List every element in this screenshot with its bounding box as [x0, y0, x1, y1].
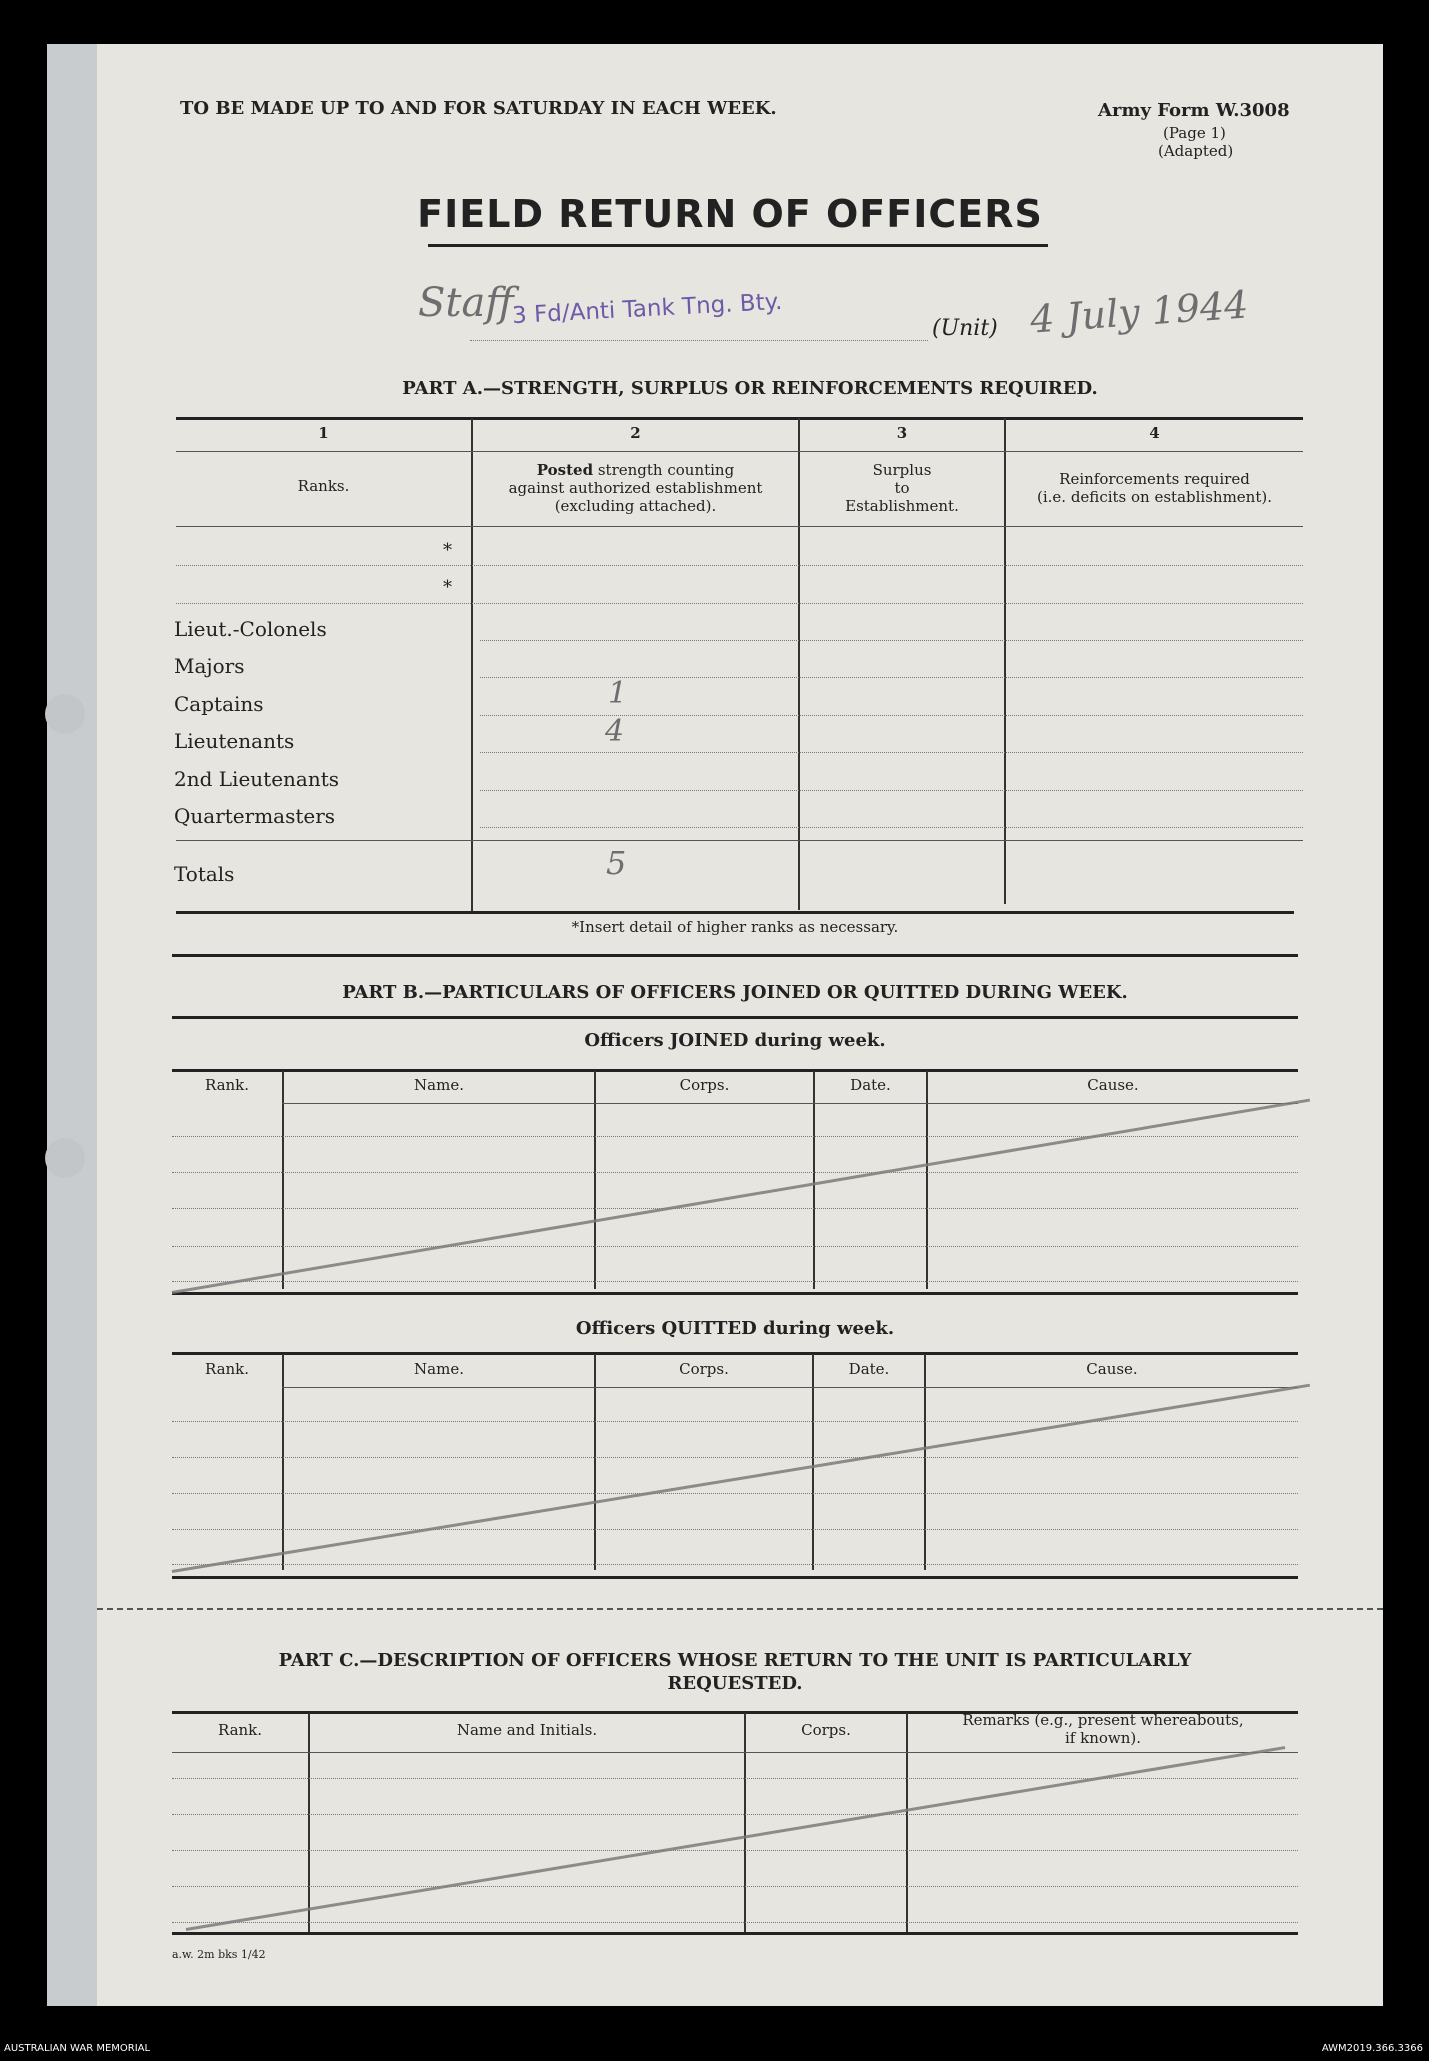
quitted-row-line [172, 1529, 1298, 1530]
perforation-line [97, 1608, 1383, 1610]
instruction-text: TO BE MADE UP TO AND FOR SATURDAY IN EACH WEEK. [180, 98, 777, 119]
col-header-posted-bold: Posted [536, 461, 594, 479]
part-a-top-rule [176, 417, 1303, 420]
row-line [176, 565, 1303, 566]
left-margin-strip [47, 44, 97, 2006]
col-number-4: 4 [1149, 424, 1160, 442]
asterisk-row-1: * [443, 540, 452, 561]
part-c-row-line [172, 1850, 1298, 1851]
footer-left: AUSTRALIAN WAR MEMORIAL [4, 2043, 151, 2054]
lieutenants-value: 4 [605, 714, 625, 749]
part-c-bottom-rule [172, 1932, 1298, 1935]
part-c-col-corps: Corps. [801, 1721, 851, 1739]
rank-captains: Captains [174, 692, 264, 716]
col-header-reinforcements-line2: (i.e. deficits on establishment). [1037, 488, 1272, 506]
col-header-reinforcements [1006, 470, 1303, 506]
unit-stamp: 3 Fd/Anti Tank Tng. Bty. [511, 288, 783, 330]
col-header-reinforcements-line1: Reinforcements required [1059, 470, 1250, 488]
joined-bottom-rule [172, 1292, 1298, 1295]
quitted-row-line [172, 1564, 1298, 1565]
punch-hole-bottom [45, 1138, 85, 1178]
joined-header-rule [282, 1103, 1298, 1104]
col-number-2: 2 [630, 424, 641, 442]
quitted-bottom-rule [172, 1576, 1298, 1579]
part-b-heading-rule [172, 1016, 1298, 1019]
captains-value: 1 [608, 676, 628, 711]
part-b-heading: PART B.—PARTICULARS OF OFFICERS JOINED OR QUITTED DURING WEEK. [342, 982, 1128, 1003]
part-c-col-remarks-line2: if known). [1064, 1729, 1142, 1747]
quitted-top-rule [172, 1352, 1298, 1355]
joined-row-line [172, 1136, 1298, 1137]
col-header-surplus-line2: to [894, 479, 910, 497]
form-adapted: (Adapted) [1158, 142, 1234, 160]
quitted-col-date: Date. [848, 1360, 890, 1378]
quitted-row-line [172, 1493, 1298, 1494]
joined-top-rule [172, 1069, 1298, 1072]
quitted-col-corps: Corps. [679, 1360, 729, 1378]
rank-2nd-lieutenants: 2nd Lieutenants [174, 767, 340, 791]
part-a-footnote: *Insert detail of higher ranks as necessary. [571, 918, 899, 936]
part-c-row-line [172, 1886, 1298, 1887]
joined-col-name: Name. [414, 1076, 464, 1094]
part-a-heading: PART A.—STRENGTH, SURPLUS OR REINFORCEMENTS REQUIRED. [402, 378, 1098, 399]
joined-col-cause: Cause. [1087, 1076, 1139, 1094]
part-c-col-remarks [908, 1711, 1298, 1747]
footer-right: AWM2019.366.3366 [1321, 2043, 1423, 2054]
unit-dotted-line [470, 340, 928, 341]
col-header-surplus-line3: Establishment. [845, 497, 959, 515]
col-header-posted-line2: against authorized establishment [508, 479, 763, 497]
joined-row-line [172, 1208, 1298, 1209]
col-header-surplus-line1: Surplus [872, 461, 932, 479]
totals-label: Totals [174, 862, 235, 886]
part-c-divider [308, 1713, 310, 1933]
form-number: Army Form W.3008 [1098, 100, 1290, 121]
joined-col-corps: Corps. [679, 1076, 730, 1094]
rank-lieutenants: Lieutenants [174, 729, 295, 753]
part-c-divider [744, 1713, 746, 1933]
part-c-row-line [172, 1778, 1298, 1779]
quitted-col-rank: Rank. [204, 1360, 250, 1378]
row-line [480, 640, 1303, 641]
part-a-bottom-rule [176, 911, 1294, 914]
col-number-1: 1 [318, 424, 329, 442]
title-underline [428, 244, 1048, 247]
part-a-number-rule [176, 451, 1303, 452]
part-c-header-rule [172, 1752, 1298, 1753]
quitted-heading: Officers QUITTED during week. [575, 1318, 895, 1339]
quitted-row-line [172, 1457, 1298, 1458]
asterisk-row-2: * [443, 577, 452, 598]
quitted-header-rule [282, 1387, 1298, 1388]
col-header-posted-line3: (excluding attached). [554, 497, 717, 515]
joined-row-line [172, 1281, 1298, 1282]
part-c-heading-line1: PART C.—DESCRIPTION OF OFFICERS WHOSE RETURN TO THE UNIT IS PARTICULARLY [278, 1650, 1192, 1671]
joined-row-line [172, 1172, 1298, 1173]
rank-lieut-colonels: Lieut.-Colonels [174, 617, 327, 641]
col-header-posted-line1: strength counting [597, 461, 735, 479]
part-c-col-remarks-line1: Remarks (e.g., present whereabouts, [962, 1711, 1244, 1729]
rank-majors: Majors [174, 654, 245, 678]
totals-rule [176, 840, 1303, 841]
punch-hole-top [45, 694, 85, 734]
part-a-end-rule [172, 954, 1298, 957]
joined-col-rank: Rank. [204, 1076, 250, 1094]
rank-quartermasters: Quartermasters [174, 804, 336, 828]
row-line [480, 752, 1303, 753]
form-page: (Page 1) [1163, 124, 1226, 142]
part-a-header-rule [176, 526, 1303, 527]
page-title: FIELD RETURN OF OFFICERS [417, 192, 1043, 236]
date-handwritten: 4 July 1944 [1028, 282, 1250, 342]
part-c-col-name: Name and Initials. [456, 1721, 598, 1739]
row-line [480, 827, 1303, 828]
col-header-surplus [800, 461, 1004, 515]
unit-handwritten-prefix: Staff [418, 280, 514, 326]
quitted-col-cause: Cause. [1086, 1360, 1138, 1378]
row-line [480, 677, 1303, 678]
col-header-ranks: Ranks. [297, 477, 350, 495]
quitted-row-line [172, 1421, 1298, 1422]
totals-value: 5 [606, 844, 627, 882]
part-c-heading-line2: REQUESTED. [667, 1673, 803, 1694]
quitted-col-name: Name. [414, 1360, 464, 1378]
row-line [480, 715, 1303, 716]
print-code: a.w. 2m bks 1/42 [172, 1948, 266, 1961]
part-c-col-rank: Rank. [217, 1721, 263, 1739]
part-c-row-line [172, 1922, 1298, 1923]
col-header-posted [473, 461, 798, 515]
row-line [176, 603, 1303, 604]
part-c-row-line [172, 1814, 1298, 1815]
col-number-3: 3 [896, 424, 908, 442]
joined-row-line [172, 1246, 1298, 1247]
joined-heading: Officers JOINED during week. [584, 1030, 886, 1051]
unit-label: (Unit) [932, 316, 998, 341]
row-line [480, 790, 1303, 791]
joined-col-date: Date. [850, 1076, 891, 1094]
